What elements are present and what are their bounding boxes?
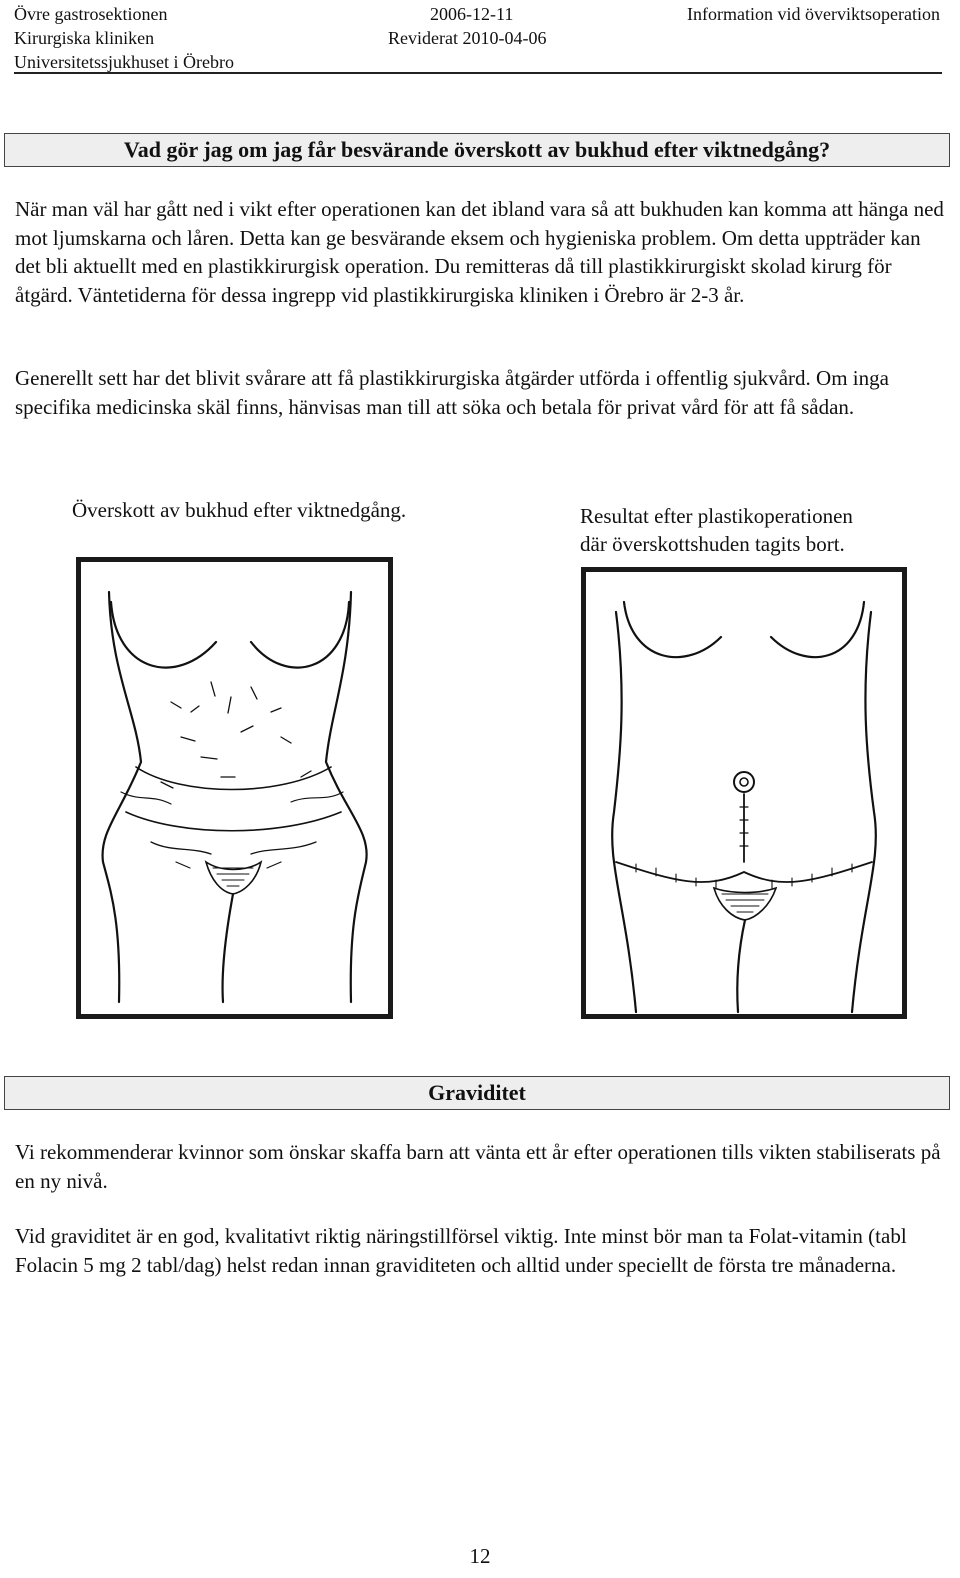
paragraph-private-care: Generellt sett har det blivit svårare att få plastikkirurgiska åtgärder utförda i offentlig sjukvård. Om inga specifika medicinska skäl finns, hänvisas man till att söka och betala för privat vård för att få sådan. [15,366,889,419]
figure-caption-before: Överskott av bukhud efter viktnedgång. [72,498,407,522]
figure-caption-after-line1: Resultat efter plastikoperationen [580,504,853,528]
section-heading-excess-skin: Vad gör jag om jag får besvärande överskott av bukhud efter viktnedgång? [4,133,950,167]
illustration-after-surgery [581,567,907,1019]
paragraph-pregnancy-wait: Vi rekommenderar kvinnor som önskar skaffa barn att vänta ett år efter operationen tills vikten stabiliserats på en ny nivå. [15,1140,941,1193]
header-revised: Reviderat 2010-04-06 [388,28,547,48]
paragraph-pregnancy-nutrition: Vid graviditet är en god, kvalitativt riktig näringstillförsel viktig. Inte minst bör man ta Folat-vitamin (tabl Folacin 5 mg 2 tabl/dag) helst redan innan graviditeten och alltid under speciellt de första tre månaderna. [15,1224,907,1277]
illustration-before-surgery [76,557,393,1019]
header-document-title: Information vid överviktsoperation [687,4,940,24]
header-rule [14,72,942,74]
header-department: Övre gastrosektionen [14,4,168,24]
section-heading-pregnancy: Graviditet [4,1076,950,1110]
page-header [0,0,960,76]
header-clinic: Kirurgiska kliniken [14,28,155,48]
header-date: 2006-12-11 [430,4,514,24]
paragraph-excess-skin: När man väl har gått ned i vikt efter operationen kan det ibland vara så att bukhuden kan komma att hänga ned mot ljumskarna och låren. Detta kan ge besvärande eksem och hygieniska problem. Om detta uppträder kan det bli aktuellt med en plastikkirurgisk operation. Du remitteras då till plastikkirurgiskt skolad kirurg för åtgärd. Väntetiderna för dessa ingrepp vid plastikkirurgiska kliniken i Örebro är 2-3 år. [15,197,944,307]
page-number: 12 [469,1544,491,1568]
header-hospital: Universitetssjukhuset i Örebro [14,52,234,72]
figure-caption-after-line2: där överskottshuden tagits bort. [580,532,845,556]
